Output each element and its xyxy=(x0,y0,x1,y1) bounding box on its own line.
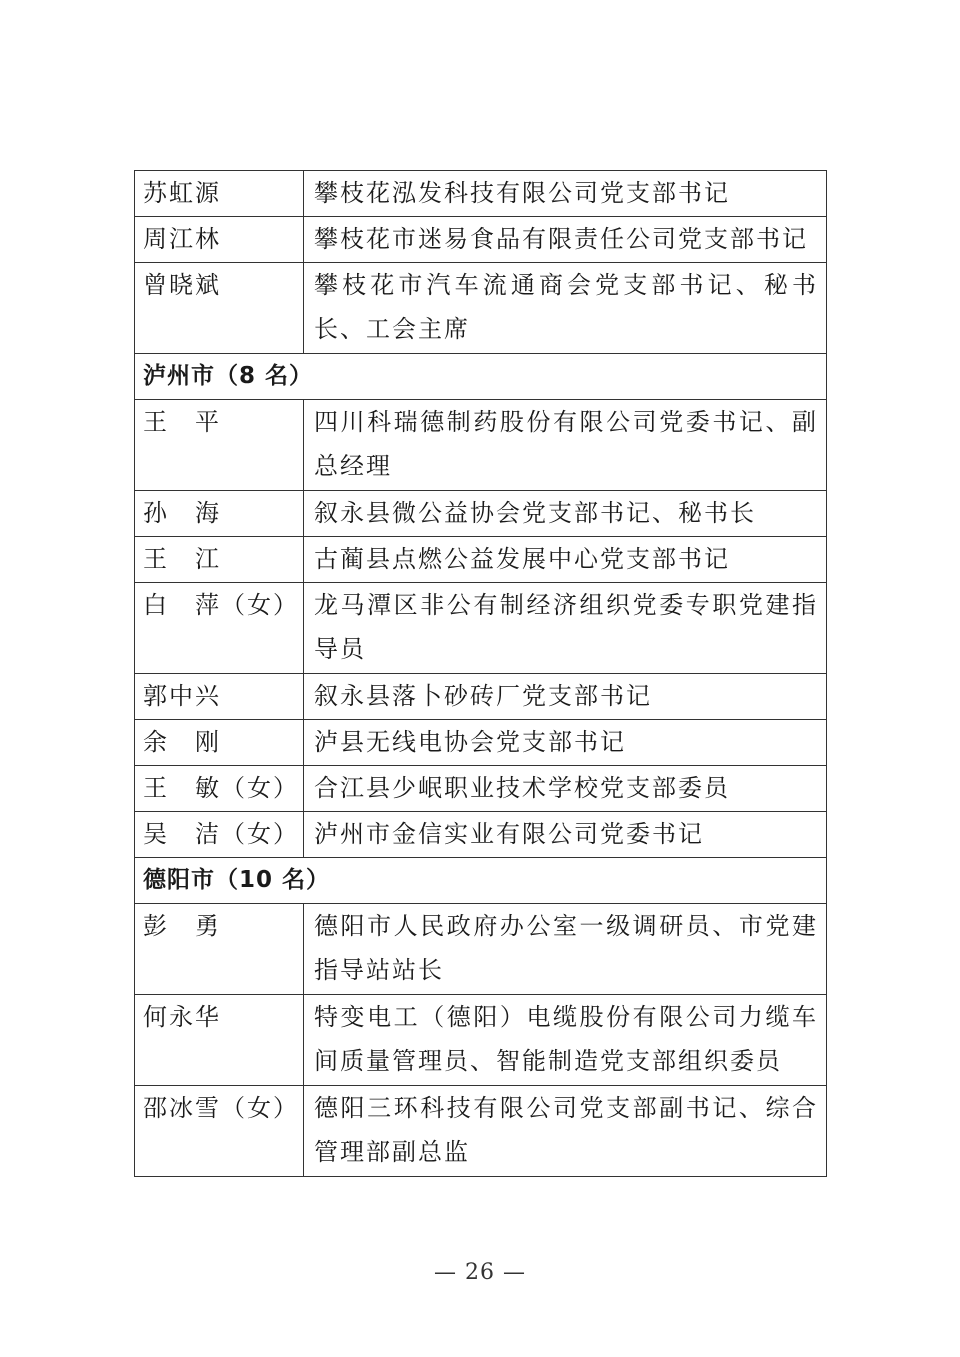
section-header: 泸州市（8 名） xyxy=(135,354,827,400)
person-title: 攀枝花泓发科技有限公司党支部书记 xyxy=(304,171,827,217)
person-title: 特变电工（德阳）电缆股份有限公司力缆车间质量管理员、智能制造党支部组织委员 xyxy=(304,995,827,1086)
table-row xyxy=(135,217,827,263)
person-name: 郭中兴 xyxy=(135,674,304,720)
person-title: 泸州市金信实业有限公司党委书记 xyxy=(304,812,827,858)
person-title: 德阳三环科技有限公司党支部副书记、综合管理部副总监 xyxy=(304,1086,827,1177)
section-header-row xyxy=(135,354,827,400)
person-title: 叙永县落卜砂砖厂党支部书记 xyxy=(304,674,827,720)
person-name: 曾晓斌 xyxy=(135,263,304,354)
table-row xyxy=(135,674,827,720)
section-header-row xyxy=(135,858,827,904)
person-name: 吴 洁（女） xyxy=(135,812,304,858)
person-name: 周江林 xyxy=(135,217,304,263)
roster-table xyxy=(134,170,827,1177)
person-name: 孙 海 xyxy=(135,491,304,537)
table-row xyxy=(135,766,827,812)
table-row xyxy=(135,400,827,491)
person-title: 龙马潭区非公有制经济组织党委专职党建指导员 xyxy=(304,583,827,674)
person-name: 苏虹源 xyxy=(135,171,304,217)
person-name: 王 平 xyxy=(135,400,304,491)
person-name: 何永华 xyxy=(135,995,304,1086)
person-name: 邵冰雪（女） xyxy=(135,1086,304,1177)
person-title: 四川科瑞德制药股份有限公司党委书记、副总经理 xyxy=(304,400,827,491)
person-title: 叙永县微公益协会党支部书记、秘书长 xyxy=(304,491,827,537)
person-name: 白 萍（女） xyxy=(135,583,304,674)
person-name: 王 敏（女） xyxy=(135,766,304,812)
table-row xyxy=(135,1086,827,1177)
table-row xyxy=(135,491,827,537)
person-title: 古蔺县点燃公益发展中心党支部书记 xyxy=(304,537,827,583)
section-header: 德阳市（10 名） xyxy=(135,858,827,904)
person-title: 攀枝花市迷易食品有限责任公司党支部书记 xyxy=(304,217,827,263)
person-name: 余 刚 xyxy=(135,720,304,766)
person-title: 攀枝花市汽车流通商会党支部书记、秘书长、工会主席 xyxy=(304,263,827,354)
person-title: 合江县少岷职业技术学校党支部委员 xyxy=(304,766,827,812)
page-number: — 26 — xyxy=(434,1260,526,1285)
person-name: 彭 勇 xyxy=(135,904,304,995)
table-row xyxy=(135,720,827,766)
person-title: 德阳市人民政府办公室一级调研员、市党建指导站站长 xyxy=(304,904,827,995)
roster-table-body xyxy=(135,171,827,1177)
table-row xyxy=(135,537,827,583)
person-name: 王 江 xyxy=(135,537,304,583)
table-row xyxy=(135,995,827,1086)
table-row xyxy=(135,583,827,674)
person-title: 泸县无线电协会党支部书记 xyxy=(304,720,827,766)
table-row xyxy=(135,171,827,217)
table-row xyxy=(135,263,827,354)
table-row xyxy=(135,904,827,995)
table-row xyxy=(135,812,827,858)
